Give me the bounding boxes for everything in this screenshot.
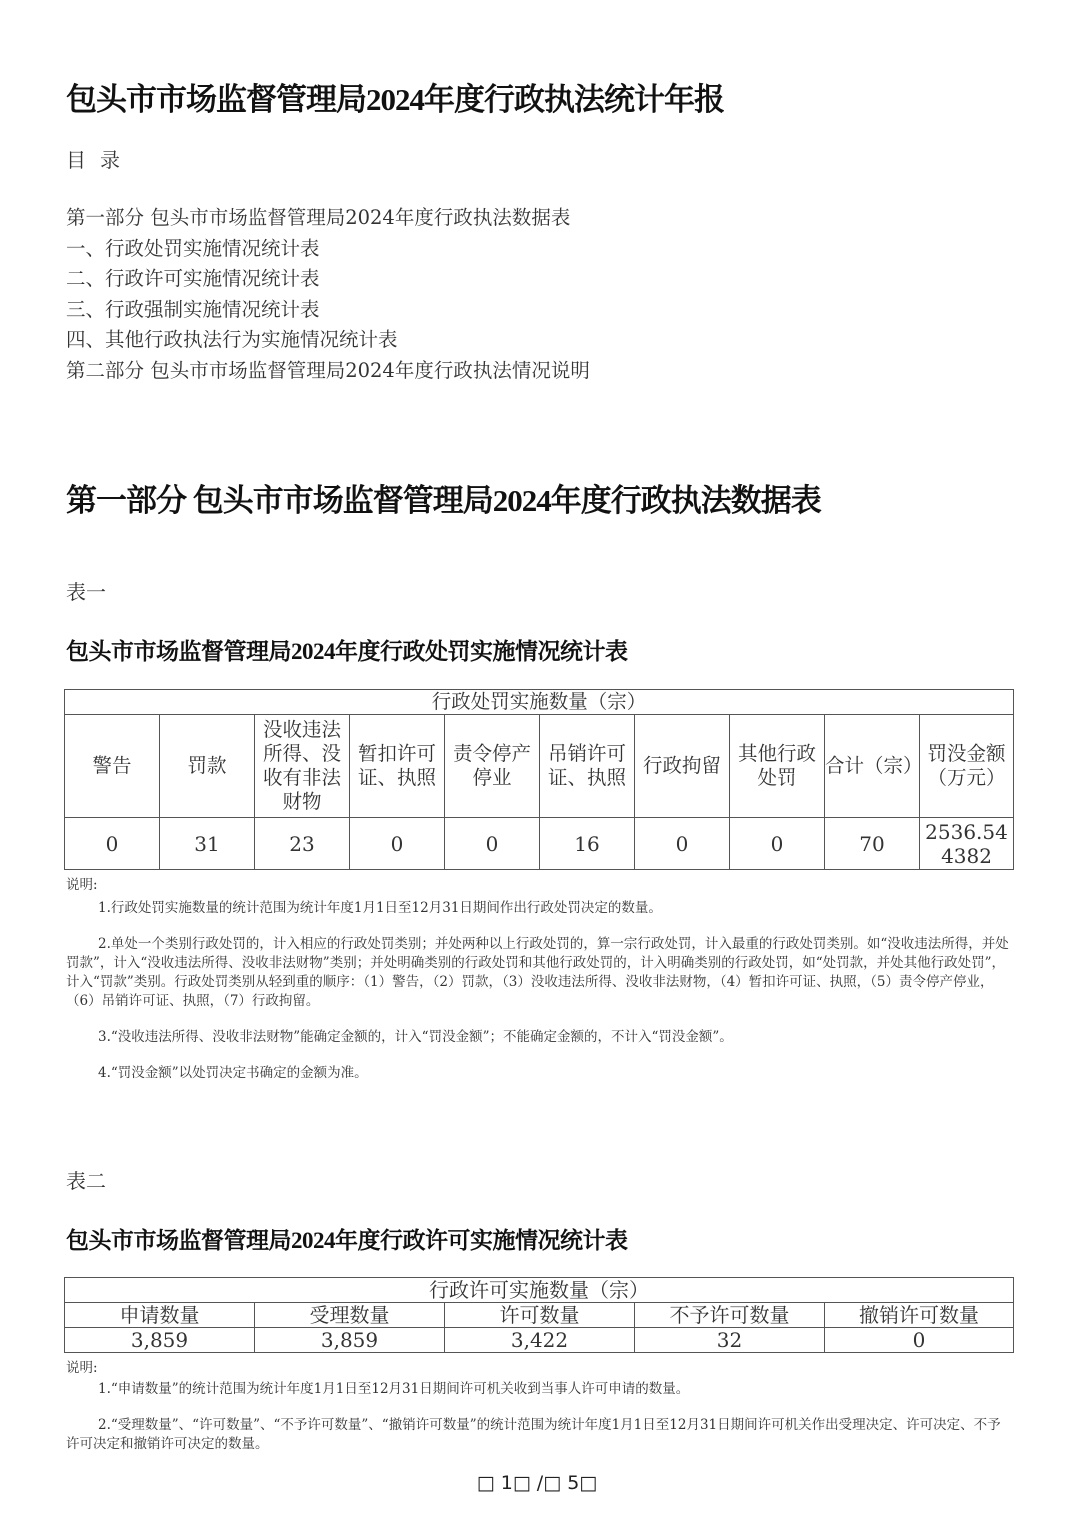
table-cell: 0: [350, 818, 445, 870]
column-header: 撤销许可数量: [825, 1303, 1014, 1328]
table-cell: 0: [65, 818, 160, 870]
column-header: 受理数量: [255, 1303, 445, 1328]
table-cell: 0: [825, 1328, 1014, 1353]
column-header: 警告: [65, 715, 160, 818]
note-item: 2.单处一个类别行政处罚的，计入相应的行政处罚类别；并处两种以上行政处罚的，算一宗行政处罚，计入最重的行政处罚类别。如“没收违法所得，并处罚款”，计入“没收违法所得、没收非法财物”类别；并处明确类别的行政处罚和其他行政处罚的，计入明确类别的行政处罚，如“处罚款，并处其他行政处罚”，计入“罚款”类别。行政处罚类别从轻到重的顺序：（1）警告，（2）罚款，（3）没收违法所得、没收非法财物，（4）暂扣许可证、执照，（5）责令停产停业，（6）吊销许可证、执照，（7）行政拘留。: [66, 936, 1009, 1009]
column-header: 责令停产停业: [445, 715, 540, 818]
table-cell: 31: [160, 818, 255, 870]
page-indicator: □ 1□ /□ 5□: [476, 1472, 598, 1494]
column-header: 合计（宗）: [825, 715, 920, 818]
table1-notes: [66, 876, 1011, 1083]
column-header: 吊销许可证、执照: [540, 715, 635, 818]
part1-heading: 第一部分 包头市市场监督管理局2024年度行政执法数据表: [66, 483, 821, 518]
table-cell: 3,859: [255, 1328, 445, 1353]
table1-label: 表一: [66, 580, 106, 604]
column-header: 行政拘留: [635, 715, 730, 818]
table-group-header: 行政处罚实施数量（宗）: [65, 690, 1014, 715]
table-cell: 3,422: [445, 1328, 635, 1353]
column-header: 罚款: [160, 715, 255, 818]
table-cell: 23: [255, 818, 350, 870]
note-item: 2.“受理数量”、“许可数量”、“不予许可数量”、“撤销许可数量”的统计范围为统计年度1月1日至12月31日期间许可机关作出受理决定、许可决定、不予许可决定和撤销许可决定的数量。: [66, 1417, 1001, 1452]
table1-title: 包头市市场监督管理局2024年度行政处罚实施情况统计表: [66, 639, 628, 664]
column-header: 暂扣许可证、执照: [350, 715, 445, 818]
toc-item[interactable]: 四、其他行政执法行为实施情况统计表: [66, 328, 398, 351]
table-cell: 3,859: [65, 1328, 255, 1353]
table2-label: 表二: [66, 1169, 106, 1193]
table-cell: 0: [445, 818, 540, 870]
license-table: [64, 1277, 1014, 1353]
toc-title: 目录: [66, 148, 134, 172]
table2-notes: [66, 1359, 1011, 1454]
table-group-header: 行政许可实施数量（宗）: [65, 1278, 1014, 1303]
column-header: 其他行政处罚: [730, 715, 825, 818]
table2-title: 包头市市场监督管理局2024年度行政许可实施情况统计表: [66, 1228, 628, 1253]
toc-item[interactable]: 一、行政处罚实施情况统计表: [66, 236, 320, 260]
notes-heading: 说明:: [66, 1360, 98, 1376]
column-header: 申请数量: [65, 1303, 255, 1328]
toc-item[interactable]: 第一部分 包头市市场监督管理局2024年度行政执法数据表: [66, 206, 571, 229]
note-item: 1.行政处罚实施数量的统计范围为统计年度1月1日至12月31日期间作出行政处罚决定的数量。: [98, 900, 662, 916]
column-header: 罚没金额（万元）: [920, 715, 1014, 818]
notes-heading: 说明:: [66, 877, 98, 893]
column-header: 没收违法所得、没收有非法财物: [255, 715, 350, 818]
table-row: [65, 1328, 1014, 1353]
note-item: 3.“没收违法所得、没收非法财物”能确定金额的，计入“罚没金额”；不能确定金额的，不计入“罚没金额”。: [98, 1029, 733, 1045]
column-header: 不予许可数量: [635, 1303, 825, 1328]
toc-item[interactable]: 第二部分 包头市市场监督管理局2024年度行政执法情况说明: [66, 358, 590, 382]
table-row: [65, 818, 1014, 870]
table-cell: 16: [540, 818, 635, 870]
toc-item[interactable]: 三、行政强制实施情况统计表: [66, 297, 320, 321]
table-cell: 0: [635, 818, 730, 870]
toc-item[interactable]: 二、行政许可实施情况统计表: [66, 267, 320, 290]
table-cell: 32: [635, 1328, 825, 1353]
table-cell: 2536.544382: [920, 818, 1014, 870]
note-item: 1.“申请数量”的统计范围为统计年度1月1日至12月31日期间许可机关收到当事人许可申请的数量。: [98, 1381, 690, 1397]
table-cell: 0: [730, 818, 825, 870]
penalty-table: [64, 689, 1014, 870]
table-cell: 70: [825, 818, 920, 870]
document-title: 包头市市场监督管理局2024年度行政执法统计年报: [66, 82, 724, 117]
table-of-contents: [66, 203, 590, 386]
note-item: 4.“罚没金额”以处罚决定书确定的金额为准。: [98, 1065, 368, 1081]
column-header: 许可数量: [445, 1303, 635, 1328]
